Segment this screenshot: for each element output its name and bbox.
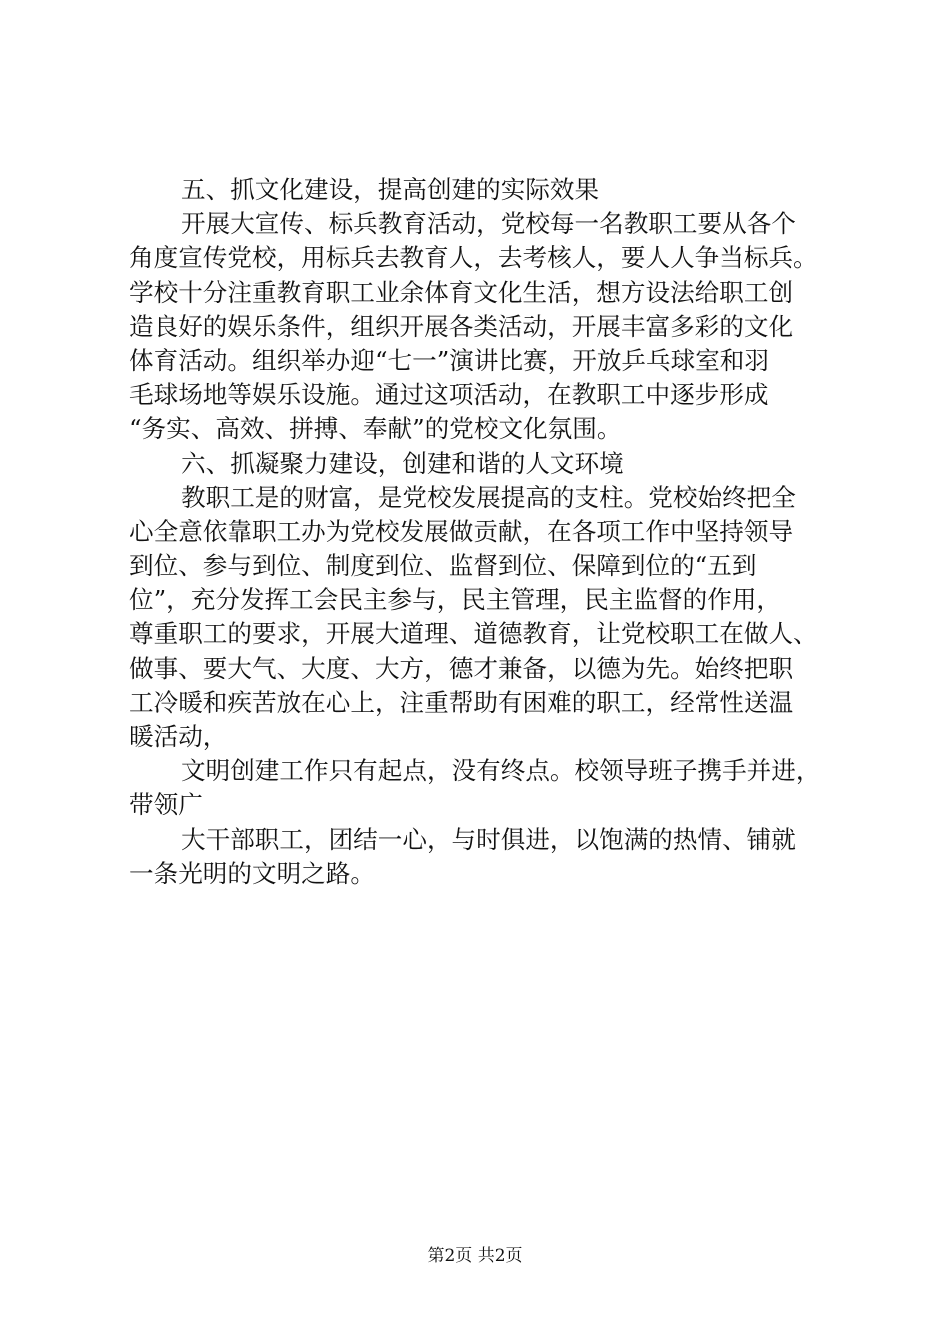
document-body: [129, 173, 829, 891]
paragraph-line: 学校十分注重教育职工业余体育文化生活，想方设法给职工创: [129, 277, 794, 307]
section-heading-5: 五、抓文化建设，提高创建的实际效果: [181, 175, 600, 204]
paragraph-line: 教职工是的财富，是党校发展提高的支柱。党校始终把全: [181, 482, 796, 512]
paragraph-line: 心全意依靠职工办为党校发展做贡献，在各项工作中坚持领导: [129, 516, 794, 546]
paragraph-line: 工冷暖和疾苦放在心上，注重帮助有困难的职工，经常性送温: [129, 687, 794, 717]
paragraph-line: 大干部职工，团结一心，与时俱进，以饱满的热情、铺就: [181, 824, 796, 854]
paragraph-line: 角度宣传党校，用标兵去教育人，去考核人，要人人争当标兵。: [129, 243, 818, 273]
paragraph-line: 到位、参与到位、制度到位、监督到位、保障到位的“五到: [129, 551, 757, 581]
paragraph-line: 文明创建工作只有起点，没有终点。校领导班子携手并进，: [181, 756, 821, 786]
paragraph-line: 体育活动。组织举办迎“七一”演讲比赛，开放乒乓球室和羽: [129, 345, 769, 375]
paragraph-line: “务实、高效、拼搏、奉献”的党校文化氛围。: [129, 414, 622, 444]
paragraph-line: 尊重职工的要求，开展大道理、道德教育，让党校职工在做人、: [129, 619, 818, 649]
page-footer: 第2页 共2页: [427, 1246, 523, 1266]
paragraph-line: 做事、要大气、大度、大方，德才兼备，以德为先。始终把职: [129, 653, 794, 683]
paragraph-line: 带领广: [129, 790, 203, 820]
paragraph-line: 毛球场地等娱乐设施。通过这项活动，在教职工中逐步形成: [129, 380, 769, 410]
paragraph-line: 造良好的娱乐条件，组织开展各类活动，开展丰富多彩的文化: [129, 311, 794, 341]
paragraph-line: 暖活动，: [129, 722, 228, 751]
paragraph-line: 开展大宣传、标兵教育活动，党校每一名教职工要从各个: [181, 209, 796, 239]
section-heading-6: 六、抓凝聚力建设，创建和谐的人文环境: [181, 448, 624, 478]
paragraph-line: 位”，充分发挥工会民主参与，民主管理，民主监督的作用，: [129, 585, 782, 615]
paragraph-line: 一条光明的文明之路。: [129, 858, 375, 888]
